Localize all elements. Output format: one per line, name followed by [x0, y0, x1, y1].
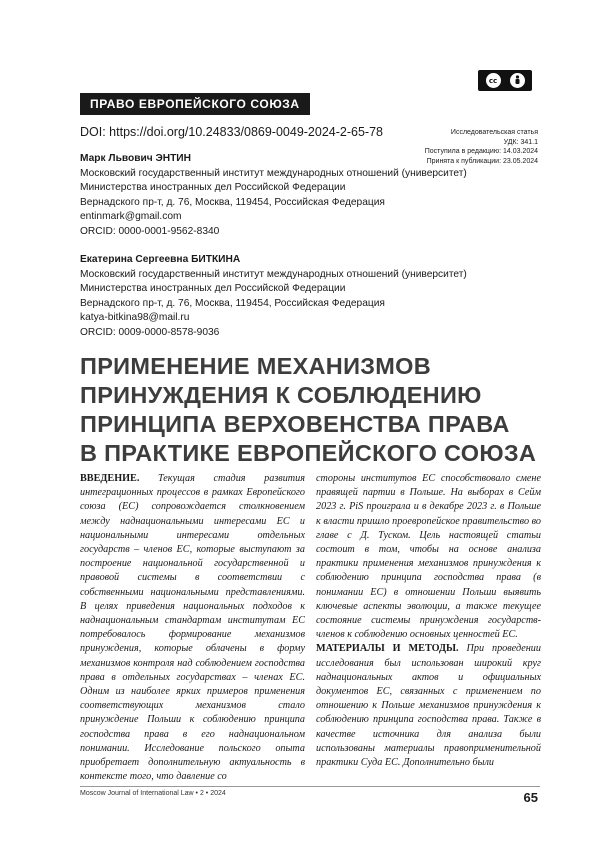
- author-affiliation: Министерства иностранных дел Российской Федерации: [80, 182, 346, 194]
- author-email[interactable]: entinmark@gmail.com: [80, 211, 182, 223]
- title-line: В ПРАКТИКЕ ЕВРОПЕЙСКОГО СОЮЗА: [80, 440, 537, 466]
- title-line: ПРИНЦИПА ВЕРХОВЕНСТВА ПРАВА: [80, 411, 510, 437]
- author-email[interactable]: katya-bitkina98@mail.ru: [80, 312, 190, 324]
- cc-icon: cc: [486, 73, 501, 88]
- article-type: Исследовательская статья: [450, 129, 538, 136]
- abstract-column-right: [316, 472, 541, 782]
- abstract-column-left: [80, 472, 305, 782]
- author-affiliation: Московский государственный институт международных отношений (университет): [80, 268, 467, 280]
- title-line: ПРИНУЖДЕНИЯ К СОБЛЮДЕНИЮ: [80, 382, 482, 408]
- person-icon: [513, 75, 522, 86]
- author-affiliation: Московский государственный институт международных отношений (университет): [80, 167, 467, 179]
- udk: УДК: 341.1: [503, 138, 538, 146]
- author-affiliation: Министерства иностранных дел Российской Федерации: [80, 283, 346, 295]
- author-name: Марк Львович ЭНТИН: [80, 153, 191, 164]
- author-orcid[interactable]: ORCID: 0009-0000-8578-9036: [80, 326, 220, 338]
- by-icon: [510, 73, 525, 88]
- author-block: [80, 152, 540, 240]
- author-address: Вернадского пр-т, д. 76, Москва, 119454, Российская Федерация: [80, 297, 385, 309]
- journal-name: Moscow Journal of International Law • 2 • 2024: [80, 790, 226, 797]
- section-label: ПРАВО ЕВРОПЕЙСКОГО СОЮЗА: [80, 93, 310, 115]
- page-number: 65: [523, 790, 538, 805]
- accepted-date: Принята к публикации: 23.05.2024: [426, 157, 538, 165]
- doi-link[interactable]: DOI: https://doi.org/10.24833/0869-0049-2024-2-65-78: [80, 125, 383, 139]
- title-line: ПРИМЕНЕНИЕ МЕХАНИЗМОВ: [80, 353, 432, 379]
- article-title: [80, 352, 550, 468]
- author-name: Екатерина Сергеевна БИТКИНА: [80, 254, 241, 265]
- author-block: [80, 253, 540, 341]
- intro-continued-text: стороны институтов ЕС способствовало смене правящей партии в Польше. На выборах в Сейм 2023 г. PiS проиграла и в декабре 2023 г. в Польше к власти пришло проевропейское правительство во главе с Д. Туском. Цель настоящей статьи состоит в том, чтобы на основе анализа практики применения механизмов принуждения к соблюдению принципа господства права (в понимании ЕС) в отношении Польши выявить ключевые аспекты эволюции, а также текущее состояние системы принуждения государств-членов к соблюдению основных ценностей ЕС.: [316, 473, 541, 641]
- footer-divider: [80, 786, 540, 787]
- methods-text: При проведении исследования был использован широкий круг наднациональных актов и официальных документов ЕС, связанных с применением по отношению к Польше механизмов принуждения к соблюдению принципа господства права. Также в качестве источника для анализа были использованы материалы правоприменительной практики Суда ЕС. Дополнительно были: [316, 643, 541, 769]
- intro-text: Текущая стадия развития интеграционных процессов в рамках Европейского союза (ЕС) сопровождается столкновением между наднациональными интересами ЕС и национальными интересами отдельных государств – членов ЕС, которые выступают за построение национальной государственной и правовой системы в соответствии с собственными национальными представлениями. В целях приведения национальных подходов к наднациональным стандартам институтам ЕС потребовалось формирование механизмов принуждения, которые облачены в форму механизмов контроля над соблюдением господства права в отдельных государствах – членах ЕС. Одним из наиболее ярких примеров применения соответствующих механизмов стало принуждение Польши к соблюдению принципа господства права в его наднациональном понимании. Исследование польского опыта приобретает дополнительную актуальность в контексте того, что давление со: [80, 473, 305, 782]
- author-orcid[interactable]: ORCID: 0000-0001-9562-8340: [80, 225, 220, 237]
- author-address: Вернадского пр-т, д. 76, Москва, 119454, Российская Федерация: [80, 196, 385, 208]
- cc-by-license-badge: [478, 70, 532, 91]
- methods-label: МАТЕРИАЛЫ И МЕТОДЫ.: [316, 643, 459, 655]
- received-date: Поступила в редакцию: 14.03.2024: [424, 148, 538, 155]
- intro-label: ВВЕДЕНИЕ.: [80, 473, 140, 484]
